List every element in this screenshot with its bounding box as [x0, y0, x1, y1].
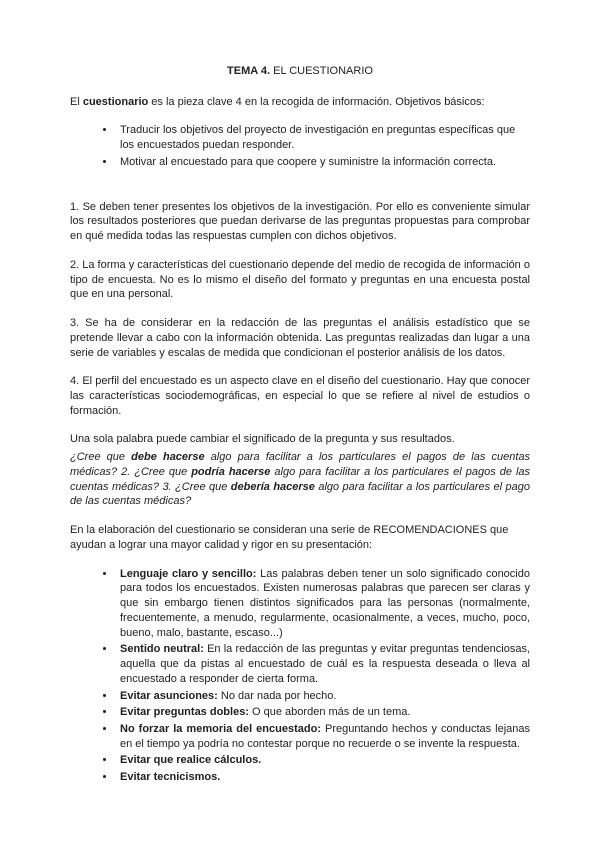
bullet-item: [116, 770, 530, 785]
text: Traducir los objetivos del proyecto de investigación en preguntas específicas que los encuestados puedan responder.: [120, 124, 516, 152]
bullet-item: [116, 155, 530, 170]
paragraph: [70, 432, 530, 447]
paragraph: [70, 258, 530, 302]
italic-text: algo para facilitar a los particulares el pagos de las cuentas médicas? 2. ¿Cree que: [70, 451, 530, 478]
italic-text: ¿Cree que: [70, 451, 132, 464]
paragraph: [70, 450, 530, 509]
bullet-item: [116, 689, 530, 704]
bold-text: debería hacerse: [230, 480, 315, 493]
bold-text: Evitar que realice cálculos.: [120, 754, 262, 767]
bold-text: cuestionario: [82, 95, 149, 108]
text: Una sola palabra puede cambiar el significado de la pregunta y sus resultados.: [70, 433, 455, 446]
bullet-item: [116, 753, 530, 768]
bullet-list: [70, 123, 530, 169]
text: En la redacción de las preguntas y evitar preguntas tendenciosas, aquella que da pistas al encuestado de cuál es la respuesta deseada o lleva al encuestado a responder de cierta forma.: [120, 643, 530, 685]
bullet-item: [116, 722, 530, 751]
paragraph: [70, 523, 530, 552]
bullet-item: [116, 705, 530, 720]
bold-text: Sentido neutral:: [120, 643, 204, 656]
italic-text: algo para facilitar a los particulares el pagos de las cuentas médicas? 3. ¿Cree que: [70, 465, 531, 493]
bold-text: debe hacerse: [131, 451, 205, 464]
italic-text: algo para facilitar a los particulares el pago de las cuentas médicas?: [70, 480, 530, 508]
bold-text: Lenguaje claro y sencillo:: [120, 567, 257, 580]
bullet-list: [70, 567, 530, 785]
text: 4. El perfil del encuestado es un aspecto clave en el diseño del cuestionario. Hay que conocer las características sociodemográficas, en especial lo que se refiere al nivel de estudios o formación.: [70, 375, 530, 417]
bold-text: Evitar tecnicismos.: [120, 771, 221, 784]
text: Motivar al encuestado para que coopere y suministre la información correcta.: [120, 155, 497, 168]
text: El: [70, 95, 83, 108]
bold-text: Evitar asunciones:: [120, 689, 218, 702]
text: Las palabras deben tener un solo significado conocido para todos los encuestados. Existen numerosas palabras que parecen ser claras y que sin embargo tienen distintos significados para las personas (normalmente, frecuentemente, a menudo, regularmente, ocasionalmente, a veces, mucho, poco, bueno, malo, bastante, escaso...): [120, 567, 530, 639]
paragraph: [70, 200, 530, 244]
bullet-item: [116, 642, 530, 686]
paragraph: [70, 95, 530, 110]
paragraph: [70, 316, 530, 360]
bold-text: podría hacerse: [191, 465, 271, 478]
bold-text: TEMA 4.: [227, 65, 271, 77]
bold-text: Evitar preguntas dobles:: [120, 706, 249, 719]
text: EL CUESTIONARIO: [270, 65, 373, 77]
text: 3. Se ha de considerar en la redacción de las preguntas el análisis estadístico que se pretende llevar a cabo con la información obtenida. Las preguntas realizadas dan lugar a una serie de variables y escalas de medida que condicionan el posterior análisis de los datos.: [70, 317, 530, 359]
paragraph: [70, 374, 530, 418]
text: No dar nada por hecho.: [217, 689, 337, 702]
text: O que aborden más de un tema.: [248, 706, 411, 719]
text: Preguntando hechos y conductas lejanas en el tiempo ya podría no contestar porque no recuerde o se invente la respuesta.: [120, 722, 530, 750]
doc-title: [70, 64, 530, 79]
text: 1. Se deben tener presentes los objetivos de la investigación. Por ello es conveniente simular los resultados posteriores que puedan derivarse de las preguntas propuestas para comprobar en qué medida todas las respuestas cumplen con dichos objetivos.: [70, 200, 530, 243]
bullet-item: [116, 123, 530, 152]
bullet-item: [116, 567, 530, 641]
text: En la elaboración del cuestionario se consideran una serie de RECOMENDACIONES que ayudan a lograr una mayor calidad y rigor en su presentación:: [70, 524, 509, 551]
text: es la pieza clave 4 en la recogida de información. Objetivos básicos:: [148, 95, 485, 108]
text: 2. La forma y características del cuestionario depende del medio de recogida de información o tipo de encuesta. No es lo mismo el diseño del formato y preguntas en una encuesta postal que en una personal.: [70, 258, 530, 301]
bold-text: No forzar la memoria del encuestado:: [120, 722, 321, 735]
